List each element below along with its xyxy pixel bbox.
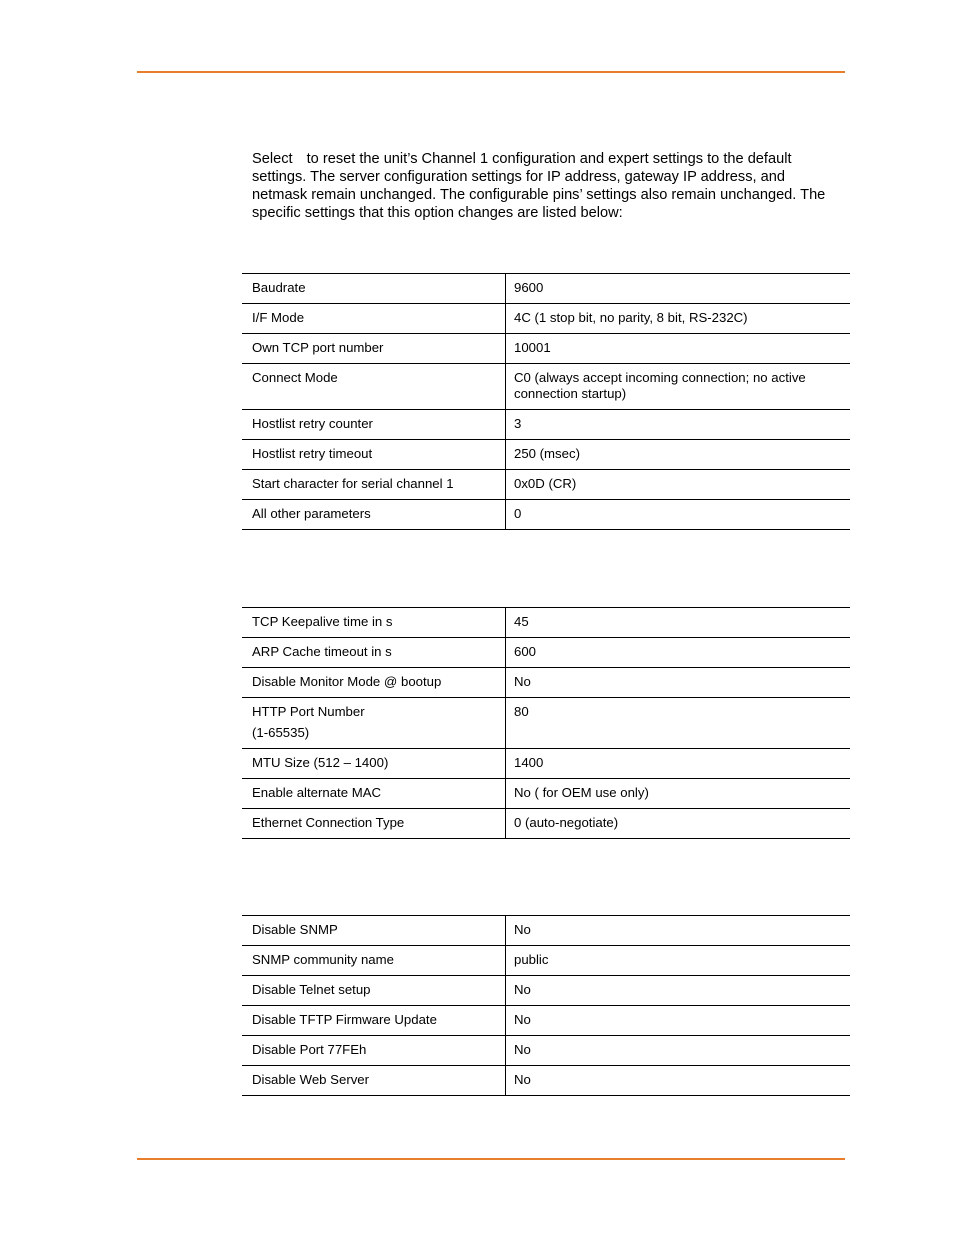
setting-value: No: [506, 1066, 851, 1096]
setting-value: 0 (auto-negotiate): [506, 809, 851, 839]
setting-label-cell: [242, 779, 506, 809]
setting-label: Enable alternate MAC: [252, 785, 382, 800]
setting-label: Disable SNMP: [252, 922, 338, 937]
setting-value: 1400: [506, 749, 851, 779]
table-row: [242, 500, 850, 530]
table-row: [242, 698, 850, 749]
setting-value: 45: [506, 608, 851, 638]
setting-label-cell: [242, 334, 506, 364]
setting-label-cell: [242, 410, 506, 440]
setting-label-cell: [242, 500, 506, 530]
table-row: [242, 274, 850, 304]
setting-label-cell: [242, 470, 506, 500]
table-row: [242, 410, 850, 440]
setting-label-cell: [242, 1036, 506, 1066]
setting-label-cell: [242, 976, 506, 1006]
table-row: [242, 809, 850, 839]
table-row: [242, 1036, 850, 1066]
setting-label-cell: [242, 304, 506, 334]
table-row: [242, 440, 850, 470]
setting-value: 10001: [506, 334, 851, 364]
setting-label: Disable Port 77FEh: [252, 1042, 367, 1057]
setting-value: 80: [506, 698, 851, 749]
setting-value: 3: [506, 410, 851, 440]
table-row: [242, 916, 850, 946]
table-row: [242, 608, 850, 638]
setting-value: C0 (always accept incoming connection; no active connection startup): [506, 364, 851, 410]
expert-settings-table: [242, 607, 850, 839]
setting-value: 0x0D (CR): [506, 470, 851, 500]
setting-value: No: [506, 1036, 851, 1066]
setting-value: 600: [506, 638, 851, 668]
table-row: [242, 334, 850, 364]
security-settings-table: [242, 915, 850, 1096]
setting-label: I/F Mode: [252, 310, 305, 325]
setting-value: 0: [506, 500, 851, 530]
setting-label: SNMP community name: [252, 952, 394, 967]
setting-label: Own TCP port number: [252, 340, 384, 355]
setting-value: No: [506, 1006, 851, 1036]
setting-label: Hostlist retry timeout: [252, 446, 373, 461]
table-row: [242, 946, 850, 976]
intro-text: to reset the unit’s Channel 1 configuration and expert settings to the default settings. The server configuration settings for IP address, gateway IP address, and netmask remain unchanged. The configurable pins’ settings also remain unchanged. The specific settings that this option changes are listed below:: [252, 151, 826, 221]
setting-label: Connect Mode: [252, 370, 338, 385]
setting-label-cell: [242, 638, 506, 668]
setting-label-cell: [242, 946, 506, 976]
setting-label: Disable TFTP Firmware Update: [252, 1012, 437, 1027]
table-row: [242, 749, 850, 779]
table-row: [242, 638, 850, 668]
setting-label: ARP Cache timeout in s: [252, 644, 392, 659]
setting-label-cell: [242, 364, 506, 410]
intro-select-word: Select: [252, 151, 293, 167]
table-row: [242, 668, 850, 698]
setting-label: Disable Telnet setup: [252, 982, 371, 997]
table-row: [242, 470, 850, 500]
setting-label-cell: [242, 698, 506, 749]
setting-label: Hostlist retry counter: [252, 416, 373, 431]
setting-value: 250 (msec): [506, 440, 851, 470]
setting-value: No: [506, 916, 851, 946]
setting-label: MTU Size (512 – 1400): [252, 755, 389, 770]
setting-value: 9600: [506, 274, 851, 304]
setting-value: No ( for OEM use only): [506, 779, 851, 809]
setting-label: Ethernet Connection Type: [252, 815, 405, 830]
setting-label-cell: [242, 1066, 506, 1096]
intro-paragraph: [252, 150, 842, 222]
setting-value: public: [506, 946, 851, 976]
setting-value: No: [506, 668, 851, 698]
setting-label: Baudrate: [252, 280, 306, 295]
setting-label: TCP Keepalive time in s: [252, 614, 393, 629]
table-row: [242, 304, 850, 334]
setting-label-cell: [242, 809, 506, 839]
setting-label-cell: [242, 916, 506, 946]
table-row: [242, 779, 850, 809]
setting-label: All other parameters: [252, 506, 371, 521]
table-row: [242, 1066, 850, 1096]
header-rule: [137, 71, 845, 73]
setting-label-cell: [242, 274, 506, 304]
channel-settings-table: [242, 273, 850, 530]
table-row: [242, 364, 850, 410]
setting-value: No: [506, 976, 851, 1006]
setting-label-cell: [242, 749, 506, 779]
table-row: [242, 976, 850, 1006]
setting-sublabel: (1-65535): [252, 725, 310, 740]
setting-label: HTTP Port Number: [252, 704, 365, 719]
footer-rule: [137, 1158, 845, 1160]
setting-label: Disable Monitor Mode @ bootup: [252, 674, 442, 689]
setting-label: Disable Web Server: [252, 1072, 370, 1087]
setting-label-cell: [242, 608, 506, 638]
setting-label-cell: [242, 1006, 506, 1036]
setting-value: 4C (1 stop bit, no parity, 8 bit, RS-232C): [506, 304, 851, 334]
setting-label-cell: [242, 440, 506, 470]
setting-label-cell: [242, 668, 506, 698]
setting-label: Start character for serial channel 1: [252, 476, 454, 491]
table-row: [242, 1006, 850, 1036]
